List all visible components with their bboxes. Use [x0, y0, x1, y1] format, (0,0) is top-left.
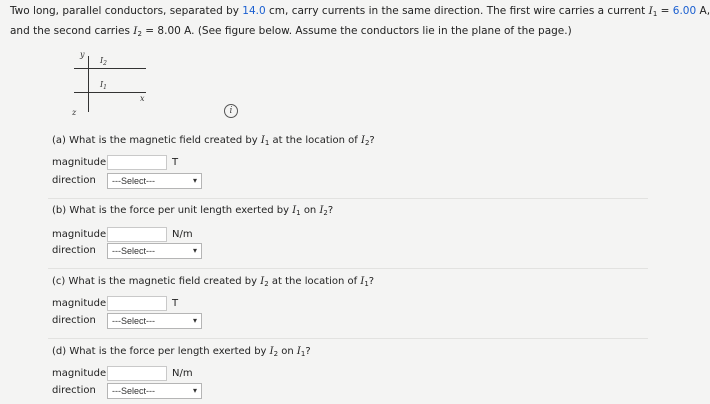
- divider: [48, 198, 648, 199]
- problem-line-2: and the second carries $I_2 = 8.00$ A. (See figure below. Assume the conductors lie in the plane of the page.): [10, 25, 572, 38]
- chevron-down-icon: ▾: [192, 246, 197, 255]
- magnitude-label-d: magnitude: [52, 368, 107, 379]
- y-axis-label: y: [80, 50, 85, 59]
- divider: [48, 338, 648, 339]
- i2-label: $I_2$: [100, 56, 107, 67]
- i1-label: $I_1$: [100, 80, 107, 91]
- direction-select-a[interactable]: ---Select--- ▾: [107, 173, 202, 189]
- magnitude-input-c[interactable]: [107, 296, 167, 311]
- unit-label-b: N/m: [172, 229, 193, 240]
- direction-select-d[interactable]: ---Select--- ▾: [107, 383, 202, 399]
- direction-label-b: direction: [52, 245, 96, 256]
- x-axis-label: x: [140, 94, 145, 103]
- conductor-figure: [60, 50, 180, 120]
- magnitude-label-a: magnitude: [52, 157, 107, 168]
- divider: [48, 268, 648, 269]
- problem-line-1: Two long, parallel conductors, separated by 14.0 cm, carry currents in the same direction. The first wire carries a current $I_1 = 6.00$ A,: [10, 5, 710, 18]
- magnitude-label-b: magnitude: [52, 229, 107, 240]
- unit-label-a: T: [172, 157, 179, 168]
- direction-select-c[interactable]: ---Select--- ▾: [107, 313, 202, 329]
- separation-value: 14.0: [242, 5, 266, 17]
- chevron-down-icon: ▾: [192, 386, 197, 395]
- unit-label-d: N/m: [172, 368, 193, 379]
- magnitude-input-b[interactable]: [107, 227, 167, 242]
- direction-label-c: direction: [52, 315, 96, 326]
- direction-label-a: direction: [52, 175, 96, 186]
- magnitude-label-c: magnitude: [52, 298, 107, 309]
- question-b: (b) What is the force per unit length exerted by $I_1$ on $I_2$?: [52, 205, 334, 217]
- question-a: (a) What is the magnetic field created by $I_1$ at the location of $I_2$?: [52, 135, 375, 147]
- direction-select-b[interactable]: ---Select--- ▾: [107, 243, 202, 259]
- question-d: (d) What is the force per length exerted by $I_2$ on $I_1$?: [52, 346, 311, 358]
- chevron-down-icon: ▾: [192, 176, 197, 185]
- magnitude-input-d[interactable]: [107, 366, 167, 381]
- current-2-value: 8.00: [157, 25, 181, 37]
- direction-label-d: direction: [52, 385, 96, 396]
- info-icon[interactable]: i: [224, 104, 238, 118]
- unit-label-c: T: [172, 298, 179, 309]
- current-1-value: 6.00: [672, 5, 697, 17]
- question-c: (c) What is the magnetic field created by $I_2$ at the location of $I_1$?: [52, 276, 375, 288]
- chevron-down-icon: ▾: [192, 316, 197, 325]
- z-axis-label: z: [72, 108, 77, 117]
- magnitude-input-a[interactable]: [107, 155, 167, 170]
